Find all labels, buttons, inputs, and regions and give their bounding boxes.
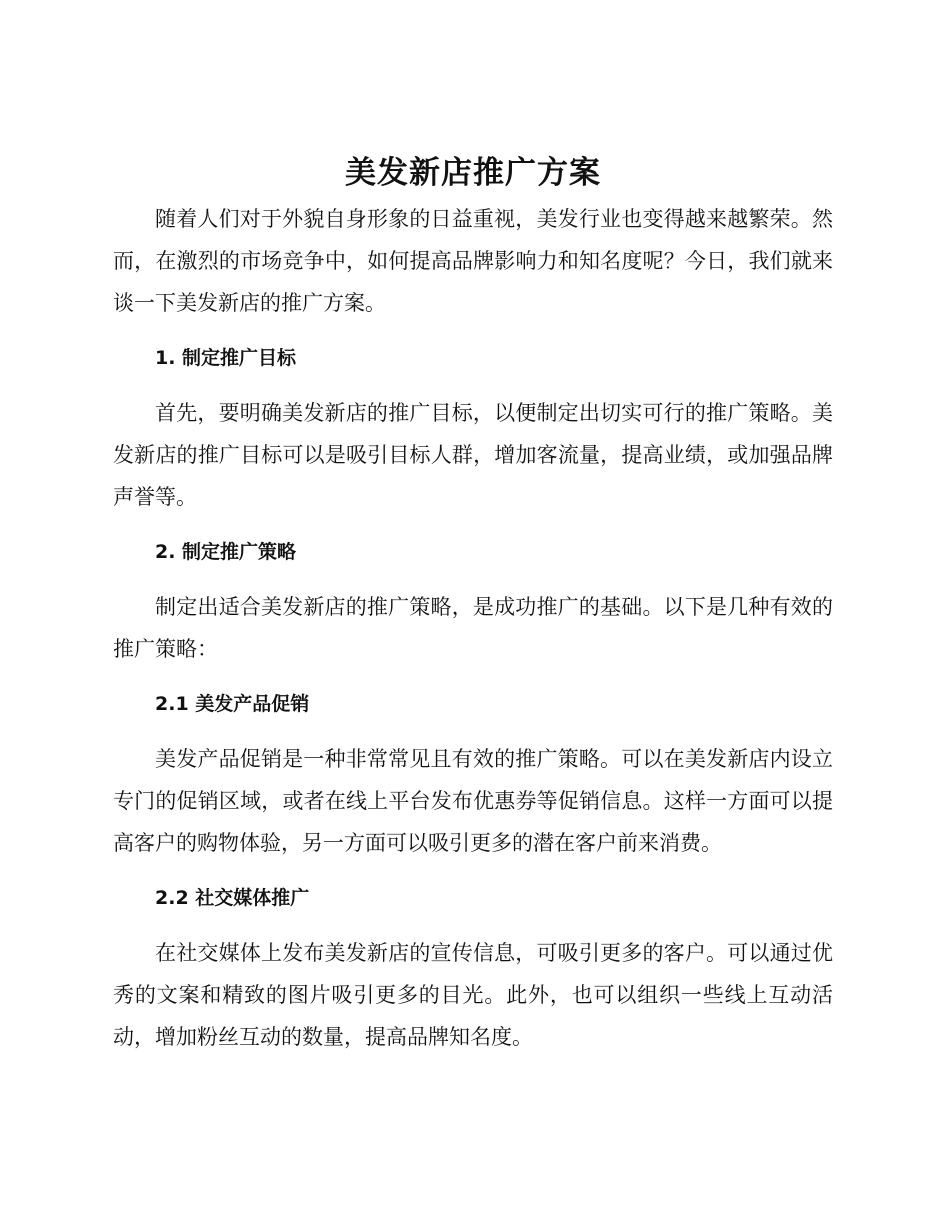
section-body-1: 首先，要明确美发新店的推广目标，以便制定出切实可行的推广策略。美发新店的推广目标可以是吸引目标人群，增加客流量，提高业绩，或加强品牌声誉等。 [113, 401, 833, 509]
section-body-2-1: 美发产品促销是一种非常常见且有效的推广策略。可以在美发新店内设立专门的促销区域，或者在线上平台发布优惠券等促销信息。这样一方面可以提高客户的购物体验，另一方面可以吸引更多的潜在客户前来消费。 [113, 747, 833, 855]
section-heading-2-1: 2.1 美发产品促销 [155, 693, 310, 715]
section-body-2-2: 在社交媒体上发布美发新店的宣传信息，可吸引更多的客户。可以通过优秀的文案和精致的图片吸引更多的目光。此外，也可以组织一些线上互动活动，增加粉丝互动的数量，提高品牌知名度。 [113, 941, 833, 1049]
intro-paragraph: 随着人们对于外貌自身形象的日益重视，美发行业也变得越来越繁荣。然而，在激烈的市场竞争中，如何提高品牌影响力和知名度呢？今日，我们就来谈一下美发新店的推广方案。 [113, 207, 833, 315]
section-heading-2: 2. 制定推广策略 [155, 541, 297, 563]
section-heading-2-2: 2.2 社交媒体推广 [155, 887, 310, 909]
document-title: 美发新店推广方案 [345, 155, 601, 191]
document-page [113, 148, 833, 1058]
section-heading-1: 1. 制定推广目标 [155, 347, 297, 369]
section-body-2: 制定出适合美发新店的推广策略，是成功推广的基础。以下是几种有效的推广策略： [113, 595, 833, 661]
